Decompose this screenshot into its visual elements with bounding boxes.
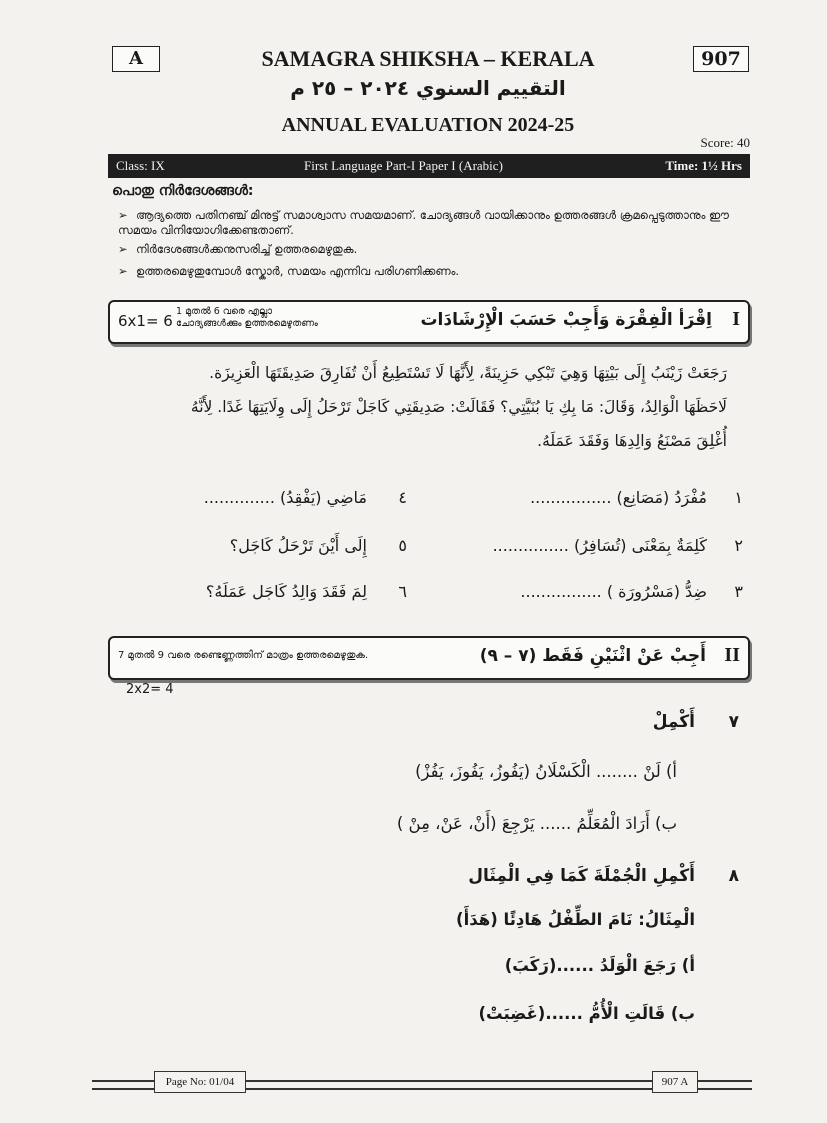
question-8-heading: ٨أَكْمِلِ الْجُمْلَةَ كَمَا فِي الْمِثَال — [468, 866, 739, 886]
question-item: ٤مَاضِي (يَفْقِدُ) .............. — [203, 488, 407, 507]
section-1-numeral: I — [732, 308, 740, 330]
pointer-icon: ➢ — [118, 242, 128, 256]
time-label: Time: 1½ Hrs — [665, 158, 742, 173]
footer-code: 907 A — [652, 1071, 698, 1093]
question-8-example: الْمِثَالُ: نَامَ الطِّفْلُ هَادِئًا (هَدَأَ) — [456, 910, 695, 929]
question-8b: ب) قَالَتِ الْأُمُّ ......(غَضِبَتْ) — [478, 1004, 695, 1023]
question-7b: ب) أَرَادَ الْمُعَلِّمُ ...... يَرْجِعَ (أَنْ، عَنْ، مِنْ ) — [396, 814, 677, 833]
section-2-note: 7 മുതൽ 9 വരെ രണ്ടെണ്ണത്തിന് മാത്രം ഉത്തരമെഴുതുക. — [118, 650, 369, 661]
subject-label: First Language Part-I Paper I (Arabic) — [304, 158, 503, 173]
section-1-header — [108, 300, 750, 344]
instruction-item: ➢ ആദ്യത്തെ പതിനഞ്ച് മിനുട്ട് സമാശ്വാസ സമയമാണ്. ചോദ്യങ്ങൾ വായിക്കാനും ഉത്തരങ്ങൾ ക്രമപ്പെടുത്താനും ഈ സമയം വിനിയോഗിക്കേണ്ടതാണ്. — [118, 208, 729, 237]
question-item: ٥إِلَى أَيْنَ تَرْحَلُ كَاجَل؟ — [229, 536, 407, 555]
class-label: Class: IX — [116, 158, 165, 173]
section-1-title: اِقْرَأ الْفِقْرَة وَأَجِبْ حَسَبَ الْإِرْشَادَات — [420, 310, 712, 330]
instructions-heading: പൊതു നിർദേശങ്ങൾ: — [112, 183, 254, 199]
section-1-note: 1 മുതൽ 6 വരെ എല്ലാ ചോദ്യങ്ങൾക്കും ഉത്തരമെഴുതണം — [176, 306, 318, 329]
instruction-item: ➢ ഉത്തരമെഴുതുമ്പോൾ സ്കോർ, സമയം എന്നിവ പരിഗണിക്കണം. — [118, 264, 460, 278]
section-2-title: أَجِبْ عَنْ اثْنَيْنِ فَقَط (٧ – ٩) — [479, 646, 706, 666]
arabic-subtitle: التقييم السنوي ٢٠٢٤ – ٢٥ م — [290, 76, 566, 100]
page-title: SAMAGRA SHIKSHA – KERALA — [261, 46, 595, 71]
question-8a: أ) رَجَعَ الْوَلَدُ ......(رَكَبَ) — [504, 956, 695, 975]
question-7a: أ) لَنْ ........ الْكَسْلَانُ (يَفُوزُ، يَفُوزَ، يَفُزْ) — [415, 762, 677, 781]
question-7-heading: ٧أَكْمِلْ — [652, 712, 739, 732]
question-item: ٦لِمَ فَقَدَ وَالِدُ كَاجَل عَمَلَهُ؟ — [205, 582, 407, 601]
section-2-numeral: II — [724, 644, 740, 666]
section-2-marks: 2x2= 4 — [126, 682, 174, 697]
page-number: Page No: 01/04 — [154, 1071, 246, 1093]
exam-info-bar — [108, 154, 750, 178]
reading-passage: رَجَعَتْ زَيْنَبُ إِلَى بَيْتِهَا وَهِيَ تَبْكِي حَزِينَةً، لِأَنَّهَا لَا تَسْتَطِيعُ أَنْ تُفَارِقَ صَدِيقَتَهَا الْعَزِيزَة. لَاحَظَهَا الْوَالِدُ، وَقَالَ: مَا بِكِ يَا بُنَيَّتِي؟ فَقَالَتْ: صَدِيقَتِي كَاجَلْ تَرْحَلُ إِلَى وِلَايَتِهَا غَدًا. لِأَنَّهُ أُغْلِقَ مَصْنَعُ وَالِدِهَا وَفَقَدَ عَمَلَهُ. — [190, 364, 727, 450]
series-code-box: A — [112, 46, 160, 72]
question-item: ١مُفْرَدُ (مَصَانِع) ................ — [530, 488, 743, 507]
score-label: Score: 40 — [700, 135, 750, 150]
evaluation-title: ANNUAL EVALUATION 2024-25 — [281, 114, 575, 136]
question-item: ٢كَلِمَةٌ بِمَعْنَى (تُسَافِرُ) ............... — [492, 536, 743, 555]
section-2-header — [108, 636, 750, 680]
pointer-icon: ➢ — [118, 264, 128, 278]
section-1-marks: 6x1= 6 — [118, 312, 173, 330]
instruction-item: ➢ നിർദേശങ്ങൾക്കനുസരിച്ച് ഉത്തരമെഴുതുക. — [118, 242, 358, 256]
pointer-icon: ➢ — [118, 208, 128, 222]
question-item: ٣ضِدُّ (مَسْرُورَة ) ................ — [520, 582, 743, 601]
paper-code-box: 907 — [693, 46, 749, 72]
